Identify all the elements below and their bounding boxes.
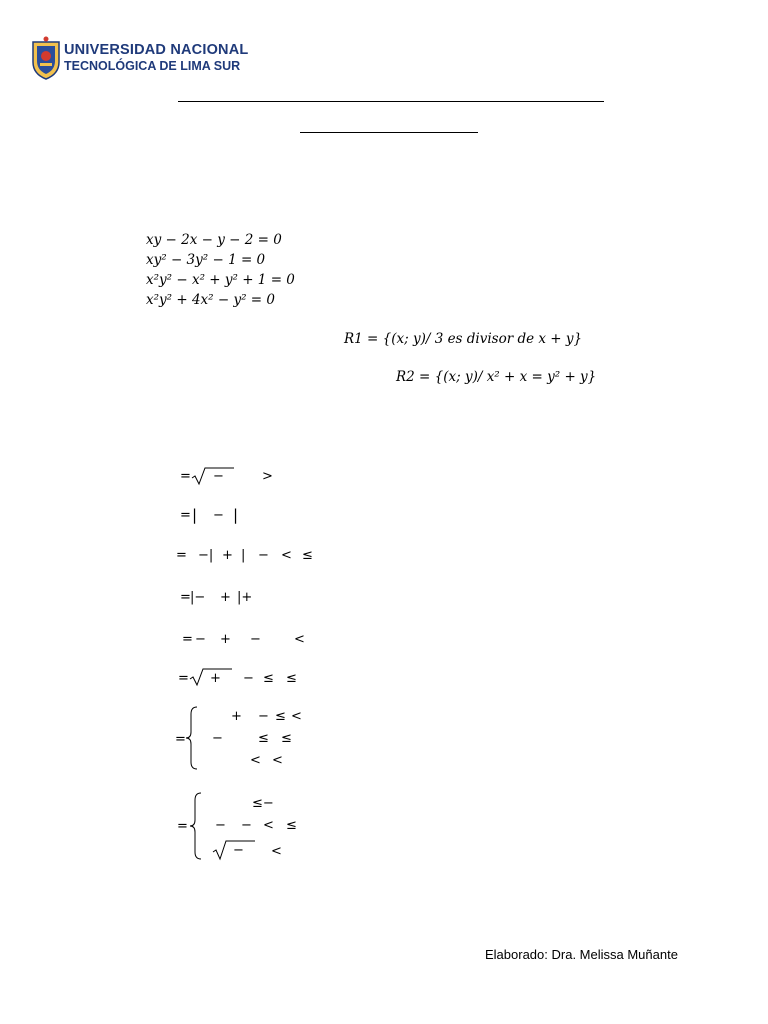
less-than-sign: < bbox=[250, 753, 261, 768]
absolute-bar-plus: |+ bbox=[237, 590, 253, 605]
equals-sign: = bbox=[178, 671, 189, 686]
less-equal-sign: ≤ bbox=[302, 548, 313, 563]
university-name-line2: TECNOLÓGICA DE LIMA SUR bbox=[64, 59, 241, 73]
minus-sign: − bbox=[258, 548, 269, 563]
university-seal-icon bbox=[30, 36, 62, 80]
less-equal-sign: ≤ bbox=[286, 671, 297, 686]
less-than-sign: < bbox=[281, 548, 292, 563]
university-name-line1: UNIVERSIDAD NACIONAL bbox=[64, 42, 249, 58]
minus-sign: − bbox=[213, 469, 224, 484]
less-equal-sign: ≤ bbox=[275, 709, 286, 724]
equation-3: x²y² − x² + y² + 1 = 0 bbox=[146, 272, 295, 288]
plus-sign: + bbox=[231, 709, 242, 724]
equals-sign: = bbox=[180, 469, 191, 484]
equals-sign: = bbox=[182, 632, 193, 647]
equals-sign: = bbox=[175, 732, 186, 747]
relation-r2: R2 = {(x; y)/ x² + x = y² + y} bbox=[396, 369, 597, 385]
equation-1: xy − 2x − y − 2 = 0 bbox=[146, 232, 282, 248]
less-equal-sign: ≤ bbox=[263, 671, 274, 686]
less-than-sign: < bbox=[294, 632, 305, 647]
author-credit: Elaborado: Dra. Melissa Muñante bbox=[485, 947, 678, 962]
minus-sign: − bbox=[241, 818, 252, 833]
less-equal-sign: ≤ bbox=[258, 731, 269, 746]
equation-2: xy² − 3y² − 1 = 0 bbox=[146, 252, 266, 268]
plus-sign: + bbox=[220, 632, 231, 647]
title-line bbox=[178, 101, 604, 102]
minus-sign: − bbox=[250, 632, 261, 647]
relation-r1: R1 = {(x; y)/ 3 es divisor de x + y} bbox=[344, 331, 583, 347]
equals-sign: = bbox=[180, 508, 191, 523]
minus-sign: − bbox=[233, 843, 244, 858]
subtitle-line bbox=[300, 132, 478, 133]
minus-sign: − bbox=[195, 632, 206, 647]
less-equal-minus: ≤− bbox=[252, 796, 274, 811]
greater-than-sign: > bbox=[262, 469, 273, 484]
minus-sign: − bbox=[215, 818, 226, 833]
minus-sign: − bbox=[243, 671, 254, 686]
absolute-bar: | bbox=[233, 506, 239, 524]
absolute-bar: | bbox=[241, 548, 246, 563]
equals-sign: = bbox=[176, 548, 187, 563]
less-than-sign: < bbox=[272, 753, 283, 768]
less-equal-sign: ≤ bbox=[281, 731, 292, 746]
less-than-sign: < bbox=[271, 844, 282, 859]
less-equal-sign: ≤ bbox=[286, 818, 297, 833]
absolute-bar-minus: |− bbox=[190, 590, 206, 605]
plus-sign: + bbox=[220, 590, 231, 605]
university-logo bbox=[30, 36, 250, 82]
less-than-sign: < bbox=[263, 818, 274, 833]
absolute-bar: | bbox=[192, 506, 198, 524]
equals-sign: = bbox=[180, 590, 191, 605]
left-brace-icon bbox=[189, 792, 203, 860]
minus-absolute-bar: −| bbox=[198, 548, 214, 563]
minus-sign: − bbox=[212, 731, 223, 746]
plus-sign: + bbox=[222, 548, 233, 563]
plus-sign: + bbox=[210, 671, 221, 686]
less-than-sign: < bbox=[291, 709, 302, 724]
equation-4: x²y² + 4x² − y² = 0 bbox=[146, 292, 275, 308]
equals-sign: = bbox=[177, 819, 188, 834]
minus-sign: − bbox=[213, 508, 224, 523]
minus-sign: − bbox=[258, 709, 269, 724]
left-brace-icon bbox=[185, 706, 199, 770]
